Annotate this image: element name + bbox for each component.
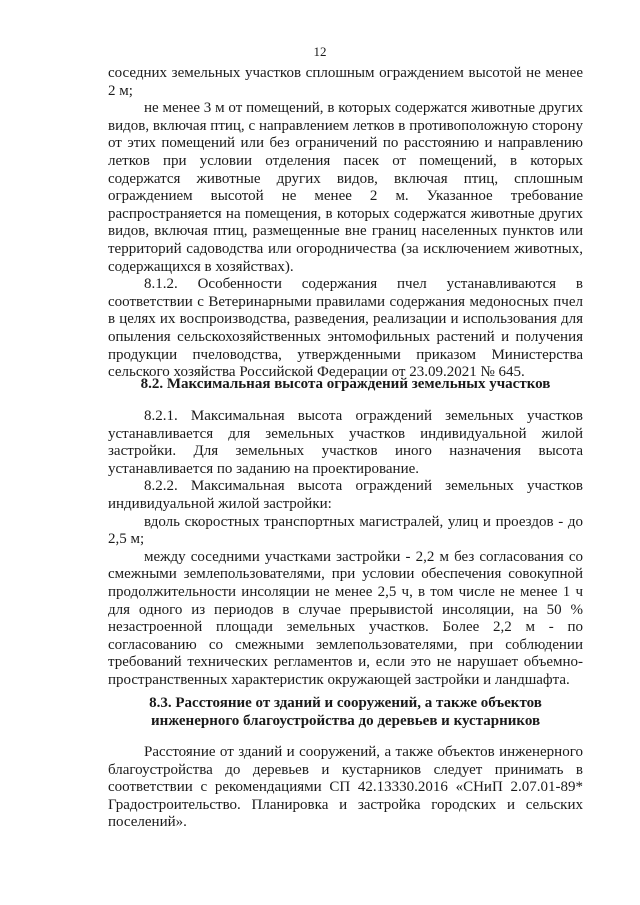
body-text [108, 65, 583, 382]
paragraph-8-2-1: 8.2.1. Максимальная высота ограждений земельных участков устанавливается для земельных участков индивидуальной жилой застройки. Для земельных участков иного назначения высота устанавливается по заданию на проектирование. [108, 408, 583, 477]
paragraph-8-1-2: 8.1.2. Особенности содержания пчел устанавливаются в соответствии с Ветеринарными правилами содержания медоносных пчел в целях их воспроизводства, разведения, реализации и использования для опыления сельскохозяйственных энтомофильных растений и получения продукции пчеловодства, утвержденными приказом Министерства сельского хозяйства Российской Федерации от 23.09.2021 № 645. [108, 276, 583, 381]
paragraph-fence-neighbors: соседних земельных участков сплошным ограждением высотой не менее 2 м; [108, 65, 583, 99]
section-heading-8-3-line2: инженерного благоустройства до деревьев и кустарников [150, 713, 541, 729]
section-heading-8-3-line1: 8.3. Расстояние от зданий и сооружений, а также объектов [149, 695, 542, 711]
section-heading-8-2: 8.2. Максимальная высота ограждений земельных участков [140, 376, 551, 392]
section-heading-8-3 [108, 694, 583, 730]
page-number: 12 [313, 44, 327, 59]
paragraph-distance-animals: не менее 3 м от помещений, в которых содержатся животные других видов, включая птиц, с направлением летков в противоположную сторону от этих помещений или без ограничений по расстоянию и направлению летков при условии отделения пасек от помещений, в которых содержатся животные других видов, включая птиц, сплошным ограждением высотой не менее 2 м. Указанное требование распространяется на помещения, в которых содержатся животные других видов, включая птиц, размещенные вне границ населенных пунктов или территорий садоводства или огородничества (за исключением животных, содержащихся в хозяйствах). [108, 100, 583, 275]
paragraph-neighbors-height: между соседними участками застройки - 2,2 м без согласования со смежными землепользователями, при условии обеспечения совокупной продолжительности инсоляции не менее 2,5 ч, в том числе не менее 1 ч для одного из периодов в случае прерывистой инсоляции, на 50 % незастроенной площади земельных участков. Более 2,2 м - по согласованию со смежными землепользователями, при соблюдении требований технических регламентов и, если это не нарушает объемно-пространственных характеристик окружающей застройки и ландшафта. [108, 548, 583, 688]
paragraph-roads: вдоль скоростных транспортных магистралей, улиц и проездов - до 2,5 м; [108, 513, 583, 548]
paragraph-8-2-2: 8.2.2. Максимальная высота ограждений земельных участков индивидуальной жилой застройки: [108, 478, 583, 512]
body-text-8-3 [108, 744, 583, 832]
paragraph-8-3: Расстояние от зданий и сооружений, а также объектов инженерного благоустройства до деревьев и кустарников следует принимать в соответствии с рекомендациями СП 42.13330.2016 «СНиП 2.07.01-89* Градостроительство. Планировка и застройка городских и сельских поселений». [108, 744, 583, 831]
body-text-8-2 [108, 408, 583, 690]
